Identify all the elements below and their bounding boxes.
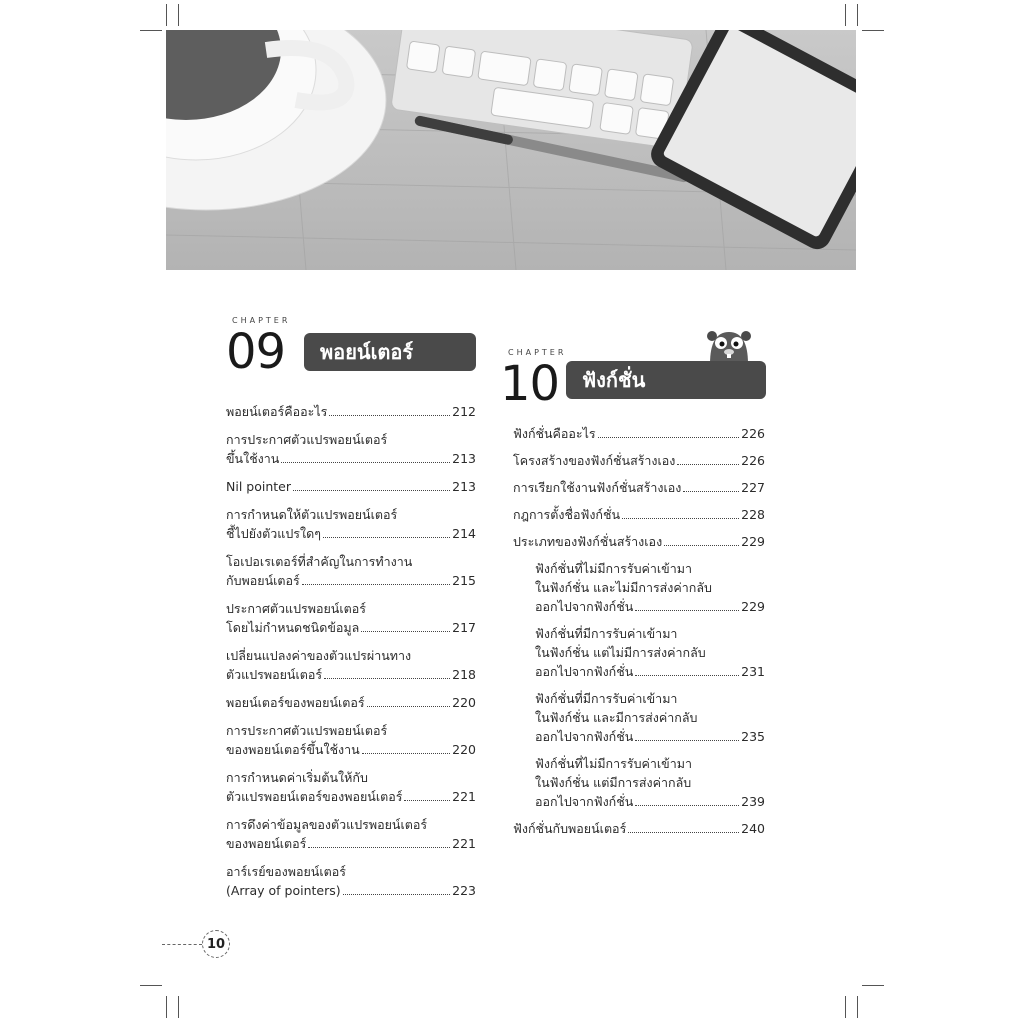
toc-page-number: 218 (452, 667, 476, 682)
toc-entry-title: ของพอยน์เตอร์ขึ้นใช้งาน (226, 742, 360, 757)
toc-entry-title: การดึงค่าข้อมูลของตัวแปรพอยน์เตอร์ (226, 817, 428, 832)
crop-mark (178, 4, 179, 26)
page-number-footer (162, 930, 230, 958)
toc-entry-title: ฟังก์ชั่นที่มีการรับค่าเข้ามา (535, 691, 678, 706)
toc-entry[interactable] (513, 505, 765, 524)
toc-entry[interactable] (513, 532, 765, 551)
chapter-9-label: CHAPTER (232, 316, 291, 325)
toc-entry-title: ประเภทของฟังก์ชั่นสร้างเอง (513, 534, 663, 549)
toc-entry-title: ฟังก์ชั่นที่มีการรับค่าเข้ามา (535, 626, 678, 641)
toc-leader-dots (628, 832, 739, 833)
toc-page-number: 240 (741, 821, 765, 836)
toc-leader-dots (302, 584, 450, 585)
footer-rule (162, 944, 202, 945)
chapter-10-toc (513, 424, 765, 846)
toc-leader-dots (622, 518, 739, 519)
crop-mark (166, 4, 167, 26)
toc-entry[interactable] (226, 505, 476, 543)
toc-entry[interactable] (513, 451, 765, 470)
toc-entry-title: การประกาศตัวแปรพอยน์เตอร์ (226, 723, 388, 738)
toc-entry[interactable] (226, 552, 476, 590)
crop-mark (845, 996, 846, 1018)
toc-entry-title: เปลี่ยนแปลงค่าของตัวแปรผ่านทาง (226, 648, 412, 663)
toc-leader-dots (361, 631, 450, 632)
crop-mark (862, 985, 884, 986)
toc-page-number: 220 (452, 695, 476, 710)
toc-entry-title: ในฟังก์ชั่น แต่ไม่มีการส่งค่ากลับ (535, 645, 706, 660)
crop-mark (178, 996, 179, 1018)
toc-entry-title: กับพอยน์เตอร์ (226, 573, 300, 588)
toc-leader-dots (664, 545, 739, 546)
toc-leader-dots (635, 740, 739, 741)
toc-entry-title: ตัวแปรพอยน์เตอร์ของพอยน์เตอร์ (226, 789, 403, 804)
toc-page-number: 213 (452, 479, 476, 494)
toc-leader-dots (598, 437, 739, 438)
toc-page-number: 214 (452, 526, 476, 541)
toc-entry-title: ฟังก์ชั่นที่ไม่มีการรับค่าเข้ามา (535, 756, 692, 771)
toc-page-number: 215 (452, 573, 476, 588)
header-photo (166, 30, 856, 270)
toc-leader-dots (677, 464, 739, 465)
toc-entry[interactable] (513, 624, 765, 681)
toc-page-number: 223 (452, 883, 476, 898)
crop-mark (845, 4, 846, 26)
toc-entry-title: การประกาศตัวแปรพอยน์เตอร์ (226, 432, 388, 447)
toc-entry-title: ออกไปจากฟังก์ชั่น (535, 664, 634, 679)
toc-page-number: 235 (741, 729, 765, 744)
toc-page-number: 213 (452, 451, 476, 466)
toc-page-number: 226 (741, 453, 765, 468)
toc-entry-title: ออกไปจากฟังก์ชั่น (535, 794, 634, 809)
toc-entry-title: ฟังก์ชั่นที่ไม่มีการรับค่าเข้ามา (535, 561, 692, 576)
toc-entry-title: โดยไม่กำหนดชนิดข้อมูล (226, 620, 360, 635)
crop-mark (857, 996, 858, 1018)
toc-entry[interactable] (513, 478, 765, 497)
chapter-9-toc (226, 402, 476, 909)
page-number: 10 (202, 930, 230, 958)
toc-entry[interactable] (226, 721, 476, 759)
toc-entry-title: ในฟังก์ชั่น และมีการส่งค่ากลับ (535, 710, 698, 725)
gopher-mascot-icon (706, 330, 752, 364)
toc-entry-title: ในฟังก์ชั่น และไม่มีการส่งค่ากลับ (535, 580, 712, 595)
toc-entry[interactable] (513, 559, 765, 616)
toc-leader-dots (343, 894, 451, 895)
toc-leader-dots (324, 678, 450, 679)
toc-entry[interactable] (513, 689, 765, 746)
toc-entry-title: ในฟังก์ชั่น แต่มีการส่งค่ากลับ (535, 775, 692, 790)
toc-entry-title: ออกไปจากฟังก์ชั่น (535, 599, 634, 614)
toc-page-number: 227 (741, 480, 765, 495)
toc-entry-title: พอยน์เตอร์คืออะไร (226, 404, 328, 419)
toc-entry-title: (Array of pointers) (226, 883, 341, 898)
toc-entry-title: การกำหนดให้ตัวแปรพอยน์เตอร์ (226, 507, 398, 522)
toc-entry[interactable] (226, 862, 476, 900)
toc-entry[interactable] (226, 693, 476, 712)
toc-entry[interactable] (226, 768, 476, 806)
toc-entry[interactable] (226, 477, 476, 496)
toc-entry-title: การเรียกใช้งานฟังก์ชั่นสร้างเอง (513, 480, 682, 495)
chapter-9-number: 09 (226, 324, 286, 380)
toc-page-number: 228 (741, 507, 765, 522)
toc-entry-title: ฟังก์ชั่นกับพอยน์เตอร์ (513, 821, 627, 836)
crop-mark (862, 30, 884, 31)
toc-leader-dots (635, 610, 739, 611)
toc-page-number: 226 (741, 426, 765, 441)
toc-entry[interactable] (226, 430, 476, 468)
toc-entry-title: โอเปอเรเตอร์ที่สำคัญในการทำงาน (226, 554, 413, 569)
crop-mark (857, 4, 858, 26)
toc-page-number: 239 (741, 794, 765, 809)
crop-mark (140, 985, 162, 986)
toc-entry-title: ออกไปจากฟังก์ชั่น (535, 729, 634, 744)
toc-leader-dots (367, 706, 451, 707)
toc-entry-title: ขึ้นใช้งาน (226, 451, 280, 466)
toc-page-number: 220 (452, 742, 476, 757)
toc-entry-title: พอยน์เตอร์ของพอยน์เตอร์ (226, 695, 365, 710)
toc-leader-dots (323, 537, 450, 538)
toc-entry-title: ของพอยน์เตอร์ (226, 836, 307, 851)
toc-page-number: 229 (741, 534, 765, 549)
toc-entry[interactable] (513, 819, 765, 838)
chapter-10-number: 10 (500, 356, 560, 412)
toc-entry[interactable] (226, 815, 476, 853)
toc-entry-title: อาร์เรย์ของพอยน์เตอร์ (226, 864, 346, 879)
toc-entry-title: ประกาศตัวแปรพอยน์เตอร์ (226, 601, 366, 616)
toc-leader-dots (281, 462, 450, 463)
toc-leader-dots (404, 800, 450, 801)
toc-entry-title: ตัวแปรพอยน์เตอร์ (226, 667, 323, 682)
toc-entry[interactable] (226, 599, 476, 637)
chapter-10-label: CHAPTER (508, 348, 567, 357)
toc-leader-dots (683, 491, 739, 492)
toc-page-number: 212 (452, 404, 476, 419)
toc-entry[interactable] (226, 646, 476, 684)
toc-entry[interactable] (513, 424, 765, 443)
toc-leader-dots (329, 415, 450, 416)
toc-page-number: 221 (452, 789, 476, 804)
toc-entry-title: ฟังก์ชั่นคืออะไร (513, 426, 596, 441)
toc-entry[interactable] (513, 754, 765, 811)
toc-page-number: 229 (741, 599, 765, 614)
chapter-10-title: ฟังก์ชั่น (566, 361, 766, 399)
toc-entry-title: Nil pointer (226, 479, 291, 494)
toc-leader-dots (362, 753, 450, 754)
toc-entry-title: การกำหนดค่าเริ่มต้นให้กับ (226, 770, 368, 785)
toc-leader-dots (635, 805, 739, 806)
toc-entry-title: กฎการตั้งชื่อฟังก์ชั่น (513, 507, 621, 522)
crop-mark (166, 996, 167, 1018)
toc-entry[interactable] (226, 402, 476, 421)
toc-leader-dots (293, 490, 450, 491)
toc-page-number: 217 (452, 620, 476, 635)
toc-leader-dots (635, 675, 739, 676)
crop-mark (140, 30, 162, 31)
toc-entry-title: ชี้ไปยังตัวแปรใดๆ (226, 526, 321, 541)
toc-leader-dots (308, 847, 450, 848)
toc-page-number: 221 (452, 836, 476, 851)
toc-entry-title: โครงสร้างของฟังก์ชั่นสร้างเอง (513, 453, 676, 468)
chapter-9-title: พอยน์เตอร์ (304, 333, 476, 371)
toc-page-number: 231 (741, 664, 765, 679)
